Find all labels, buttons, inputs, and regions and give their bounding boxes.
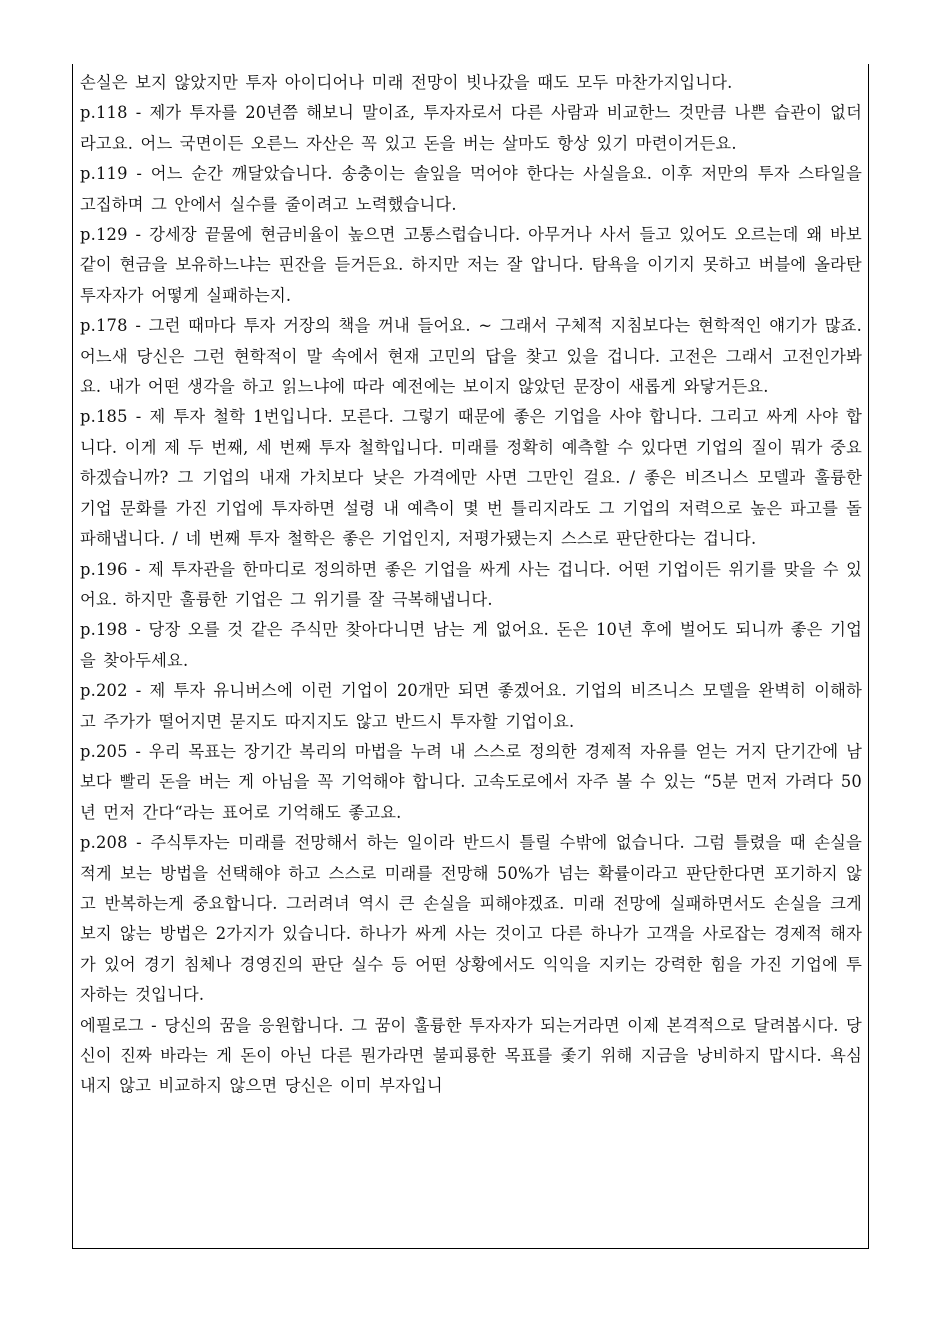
paragraph-continuation: 손실은 보지 않았지만 투자 아이디어나 미래 전망이 빗나갔을 때도 모두 마찬가지입니다. [80, 73, 733, 92]
paragraph-p118: p.118 - 제가 투자를 20년쯤 해보니 말이죠, 투자자로서 다른 사람과 비교한느 것만큼 나쁜 습관이 없더라고요. 어느 국면이든 오른느 자산은 꼭 있고 돈을 버는 살마도 항상 있기 마련이거든요. [80, 103, 862, 153]
paragraph-p185: p.185 - 제 투자 철학 1번입니다. 모른다. 그렇기 때문에 좋은 기업을 사야 합니다. 그리고 싸게 사야 합니다. 이게 제 두 번째, 세 번째 투자 철학입니다. 미래를 정확히 예측할 수 있다면 기업의 질이 뭐가 중요하겠습니까? 그 기업의 내재 가치보다 낮은 가격에만 사면 그만인 걸요. / 좋은 비즈니스 모델과 훌륭한 기업 문화를 가진 기업에 투자하면 설령 내 예측이 몇 번 틀리지라도 그 기업의 저력으로 높은 파고를 돌파해냅니다. / 네 번째 투자 철학은 좋은 기업인지, 저평가됐는지 스스로 판단한다는 겁니다. [80, 407, 862, 549]
paragraph-p178: p.178 - 그런 때마다 투자 거장의 책을 꺼내 들어요. ~ 그래서 구체적 지침보다는 현학적인 얘기가 많죠. 어느새 당신은 그런 현학적이 말 속에서 현재 고민의 답을 찾고 있을 겁니다. 고전은 그래서 고전인가봐요. 내가 어떤 생각을 하고 읽느냐에 따라 예전에는 보이지 않았던 문장이 새롭게 와닿거든요. [80, 316, 862, 397]
paragraph-p196: p.196 - 제 투자관을 한마디로 정의하면 좋은 기업을 싸게 사는 겁니다. 어떤 기업이든 위기를 맞을 수 있어요. 하지만 훌륭한 기업은 그 위기를 잘 극복해냅니다. [80, 559, 863, 609]
quote-text-block [80, 68, 862, 1102]
paragraph-p198: p.198 - 당장 오를 것 같은 주식만 찾아다니면 남는 게 없어요. 돈은 10년 후에 벌어도 되니까 좋은 기업을 찾아두세요. [80, 620, 862, 670]
paragraph-p119: p.119 - 어느 순간 깨달았습니다. 송충이는 솔잎을 먹어야 한다는 사실을요. 이후 저만의 투자 스타일을 고집하며 그 안에서 실수를 줄이려고 노력했습니다. [80, 164, 862, 214]
paragraph-p208: p.208 - 주식투자는 미래를 전망해서 하는 일이라 반드시 틀릴 수밖에 없습니다. 그럼 틀렸을 때 손실을 적게 보는 방법을 선택해야 하고 스스로 미래를 전망해 50%가 넘는 확률이라고 판단한다면 포기하지 않고 반복하는게 중요합니다. 그러려녀 역시 큰 손실을 피해야겠죠. 미래 전망에 실패하면서도 손실을 크게 보지 않는 방법은 2가지가 있습니다. 하나가 싸게 사는 것이고 다른 하나가 고객을 사로잡는 경제적 해자가 있어 경기 침체나 경영진의 판단 실수 등 어떤 상황에서도 익익을 지키는 강력한 힘을 가진 기업에 투자하는 것입니다. [80, 833, 862, 1005]
paragraph-p129: p.129 - 강세장 끝물에 현금비율이 높으면 고통스럽습니다. 아무거나 사서 들고 있어도 오르는데 왜 바보같이 현금을 보유하느냐는 핀잔을 듣거든요. 하지만 저는 잘 압니다. 탐욕을 이기지 못하고 버블에 올라탄 투자자가 어떻게 실패하는지. [80, 225, 862, 305]
paragraph-epilogue: 에필로그 - 당신의 꿈을 응원합니다. 그 꿈이 훌륭한 투자자가 되는거라면 이제 본격적으로 달려봅시다. 당신이 진짜 바라는 게 돈이 아닌 다른 뭔가라면 불피룡한 목표를 좇기 위해 지금을 낭비하지 맙시다. 욕심내지 않고 비교하지 않으면 당신은 이미 부자입니 [80, 1015, 862, 1096]
paragraph-p205: p.205 - 우리 목표는 장기간 복리의 마법을 누려 내 스스로 정의한 경제적 자유를 얻는 거지 단기간에 남보다 빨리 돈을 버는 게 아님을 꼭 기억해야 합니다. 고속도로에서 자주 볼 수 있는 “5분 먼저 가려다 50년 먼저 간다“라는 표어로 기억해도 좋고요. [80, 741, 862, 822]
paragraph-p202: p.202 - 제 투자 유니버스에 이런 기업이 20개만 되면 좋겠어요. 기업의 비즈니스 모델을 완벽히 이해하고 주가가 떨어지면 묻지도 따지지도 않고 반드시 투자할 기업이요. [80, 681, 862, 731]
